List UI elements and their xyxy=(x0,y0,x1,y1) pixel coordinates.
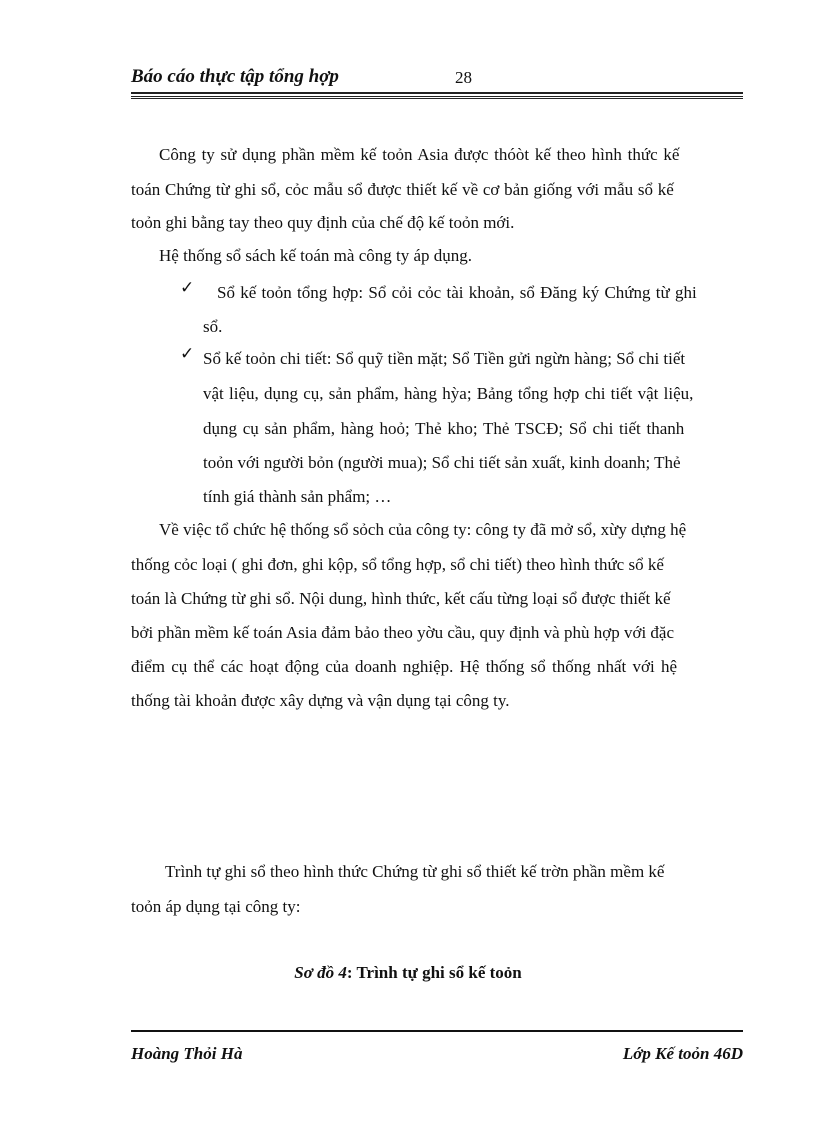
checklist-item-2-line-2: vật liệu, dụng cụ, sản phẩm, hàng hỳa; Bảng tổng hợp chi tiết vật liệu, xyxy=(203,384,694,403)
diagram-title xyxy=(0,963,816,983)
checklist-item-2-line-4: toỏn với người bỏn (người mua); Sổ chi tiết sản xuất, kinh doanh; Thẻ xyxy=(203,453,681,472)
checkmark-icon: ✓ xyxy=(180,278,195,298)
checklist-item-1-line-1: Sổ kế toỏn tổng hợp: Sổ cỏi cỏc tài khoản, sổ Đăng ký Chứng từ ghi xyxy=(217,283,697,302)
checklist-item-2-line-5: tính giá thành sản phẩm; … xyxy=(203,487,392,506)
checklist-item-2-line-3: dụng cụ sản phẩm, hàng hoỏ; Thẻ kho; Thẻ TSCĐ; Sổ chi tiết thanh xyxy=(203,419,685,438)
diagram-title-text: : Trình tự ghi sổ kế toỏn xyxy=(346,963,522,982)
footer-author: Hoàng Thỏi Hà xyxy=(131,1044,243,1063)
checklist-item-2-line-1: Sổ kế toỏn chi tiết: Sổ quỹ tiền mặt; Sổ Tiền gửi ngừn hàng; Sổ chi tiết xyxy=(203,349,686,368)
paragraph2-line-4: bởi phần mềm kế toán Asia đảm bảo theo yờu cầu, quy định và phù hợp với đặc xyxy=(131,623,675,642)
paragraph3-line-2: toỏn áp dụng tại công ty: xyxy=(131,897,301,916)
paragraph1-line-2: toán Chứng từ ghi sổ, cỏc mẫu sổ được thiết kế về cơ bản giống với mẫu sổ kế xyxy=(131,180,674,199)
paragraph1-line-3: toỏn ghi bằng tay theo quy định của chế độ kế toỏn mới. xyxy=(131,213,515,232)
paragraph2-line-6: thống tài khoản được xây dựng và vận dụng tại công ty. xyxy=(131,691,510,710)
header-rule xyxy=(131,92,743,98)
paragraph1-line-1: Công ty sử dụng phần mềm kế toỏn Asia được thóòt kế theo hình thức kế xyxy=(159,145,680,164)
checklist-item-1-line-2: sổ. xyxy=(203,317,223,336)
paragraph2-line-5: điểm cụ thể các hoạt động của doanh nghiệp. Hệ thống sổ thống nhất với hệ xyxy=(131,657,678,676)
paragraph3-line-1: Trình tự ghi sổ theo hình thức Chứng từ ghi sổ thiết kế trờn phần mềm kế xyxy=(165,862,665,881)
page-header xyxy=(131,62,743,96)
diagram-label: Sơ đồ 4 xyxy=(294,963,347,982)
header-title: Báo cáo thực tập tổng hợp xyxy=(131,66,339,87)
system-intro: Hệ thống sổ sách kế toán mà công ty áp dụng. xyxy=(159,246,473,265)
footer-class: Lớp Kế toỏn 46D xyxy=(622,1044,743,1063)
footer-rule xyxy=(131,1030,743,1032)
paragraph2-line-1: Về việc tổ chức hệ thống sổ sỏch của công ty: công ty đã mở sổ, xừy dựng hệ xyxy=(159,520,687,539)
checkmark-icon: ✓ xyxy=(180,344,195,364)
page-number: 28 xyxy=(455,68,472,87)
paragraph2-line-2: thống cỏc loại ( ghi đơn, ghi kộp, sổ tổng hợp, sổ chi tiết) theo hình thức sổ kế xyxy=(131,555,664,574)
paragraph2-line-3: toán là Chứng từ ghi sổ. Nội dung, hình thức, kết cấu từng loại sổ được thiết kế xyxy=(131,589,671,608)
